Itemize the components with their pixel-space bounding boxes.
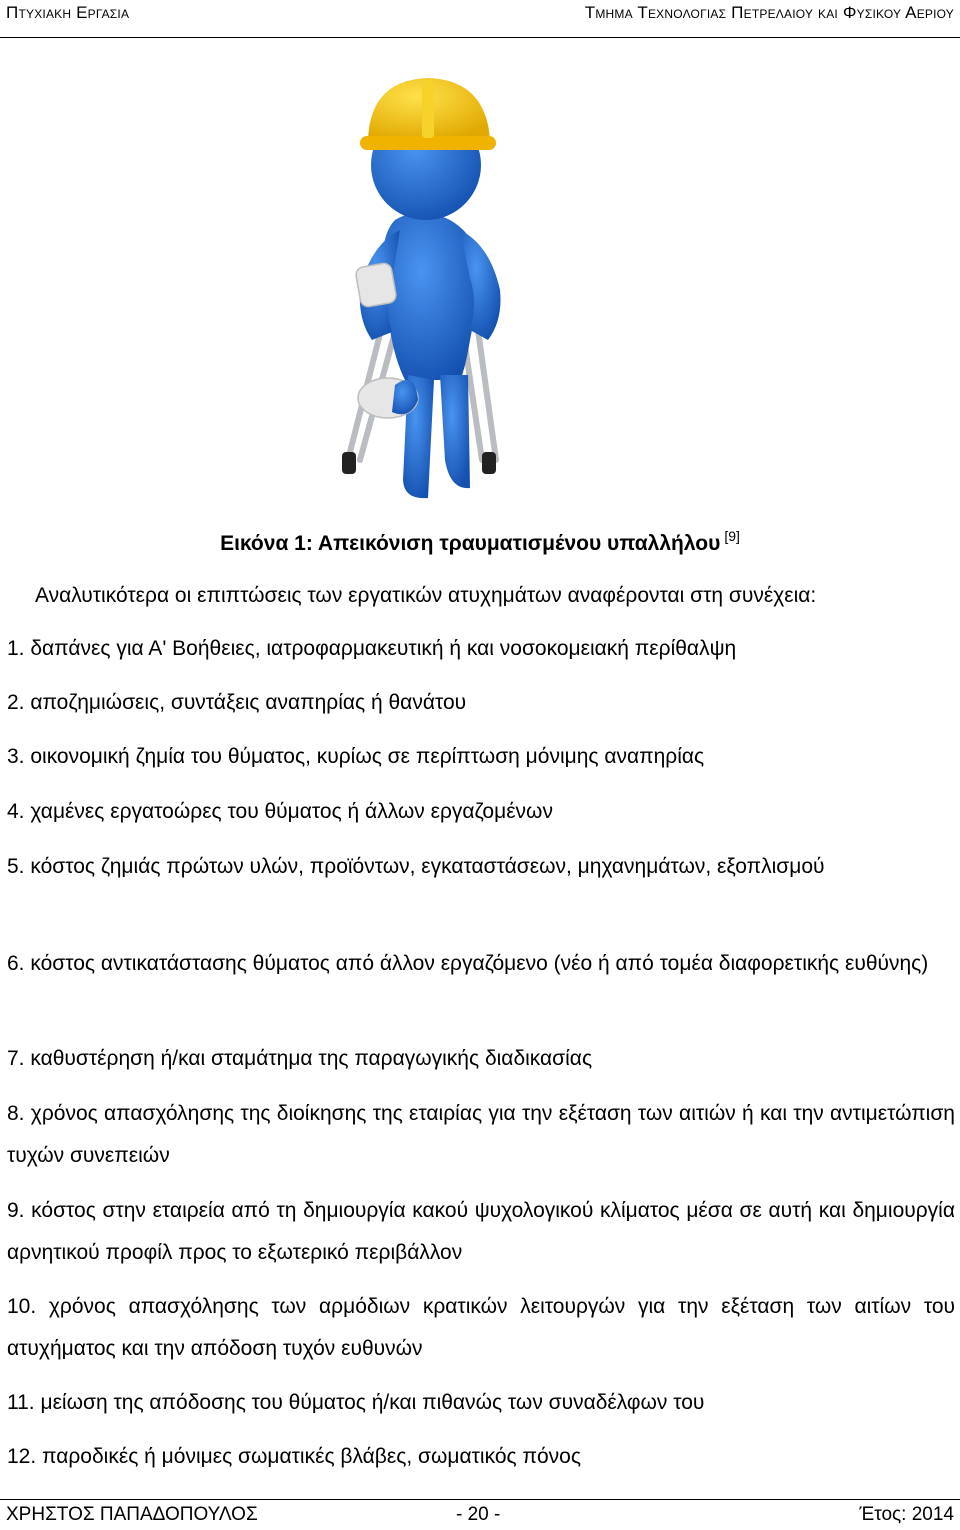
- list-item: 7. καθυστέρηση ή/και σταμάτημα της παραγωγικής διαδικασίας: [7, 1047, 593, 1070]
- list-item: 5. κόστος ζημιάς πρώτων υλών, προϊόντων, εγκαταστάσεων, μηχανημάτων, εξοπλισμού: [7, 855, 825, 878]
- list-item: 9. κόστος στην εταιρεία από τη δημιουργία κακού ψυχολογικού κλίματος μέσα σε αυτή και δημιουργία αρνητικού προφίλ προς το εξωτερικό περιβάλλον: [7, 1199, 955, 1264]
- figure-caption-text: Εικόνα 1: Απεικόνιση τραυματισμένου υπαλλήλου: [220, 532, 721, 555]
- list-item: 11. μείωση της απόδοσης του θύματος ή/και πιθανώς των συναδέλφων του: [7, 1391, 705, 1414]
- list-item: 4. χαμένες εργατοώρες του θύματος ή άλλων εργαζομένων: [7, 800, 553, 823]
- list-item: 6. κόστος αντικατάστασης θύματος από άλλον εργαζόμενο (νέο ή από τομέα διαφορετικής ευθύνης): [7, 952, 929, 975]
- header-department-label: Τμημα Τεχνολογιας Πετρελαιου και Φυσικου Αεριου: [584, 3, 954, 22]
- list-item: 8. χρόνος απασχόλησης της διοίκησης της εταιρίας για την εξέταση των αιτιών ή και την αντιμετώπιση τυχών συνεπειών: [7, 1102, 955, 1167]
- footer-year: Έτος: 2014: [859, 1504, 954, 1525]
- footer-page-number: - 20 -: [456, 1504, 501, 1525]
- header-thesis-label: Πτυχιακη Εργασια: [6, 3, 130, 22]
- page-header: [0, 0, 960, 38]
- injured-worker-illustration: [300, 40, 540, 510]
- page-footer: [0, 1499, 960, 1530]
- list-item: 1. δαπάνες για Α' Βοήθειες, ιατροφαρμακευτική ή και νοσοκομειακή περίθαλψη: [7, 637, 737, 660]
- list-item: 3. οικονομική ζημία του θύματος, κυρίως σε περίπτωση μόνιμης αναπηρίας: [7, 745, 705, 768]
- list-item: 2. αποζημιώσεις, συντάξεις αναπηρίας ή θανάτου: [7, 691, 467, 714]
- list-item: 10. χρόνος απασχόλησης των αρμόδιων κρατικών λειτουργών για την εξέταση των αιτίων του ατυχήματος και την απόδοση τυχόν ευθυνών: [7, 1295, 955, 1360]
- footer-author: ΧΡΗΣΤΟΣ ΠΑΠΑΔΟΠΟΥΛΟΣ: [6, 1504, 258, 1525]
- figure-caption: [0, 528, 960, 556]
- figure-reference: [9]: [724, 528, 740, 544]
- intro-paragraph: Αναλυτικότερα οι επιπτώσεις των εργατικών ατυχημάτων αναφέρονται στη συνέχεια:: [35, 584, 817, 607]
- list-item: 12. παροδικές ή μόνιμες σωματικές βλάβες, σωματικός πόνος: [7, 1445, 581, 1468]
